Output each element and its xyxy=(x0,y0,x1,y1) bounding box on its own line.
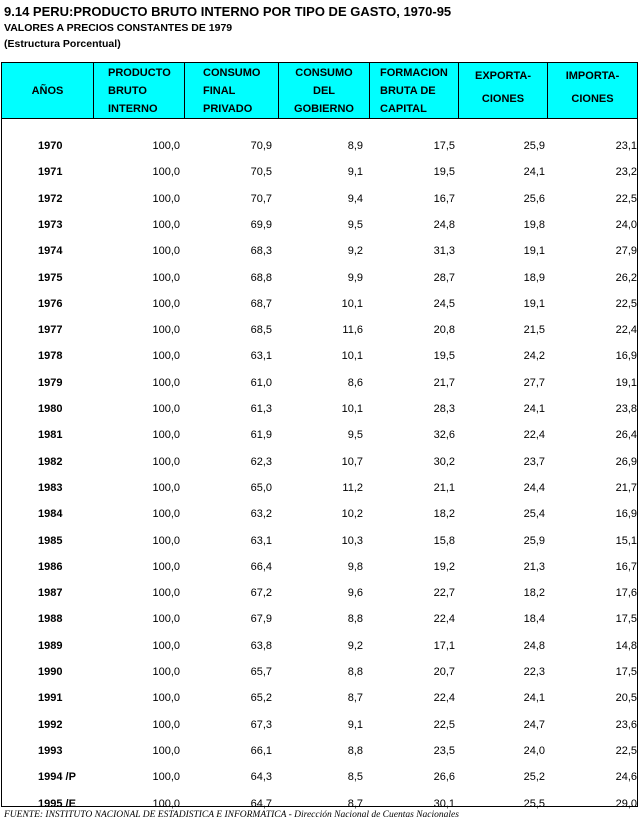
value-cell: 26,6 xyxy=(433,771,455,784)
value-cell: 63,1 xyxy=(250,350,272,363)
table-row xyxy=(2,659,637,685)
value-cell: 10,1 xyxy=(341,297,363,310)
value-cell: 100,0 xyxy=(152,166,180,179)
value-cell: 16,7 xyxy=(615,560,637,573)
value-cell: 24,6 xyxy=(615,771,637,784)
year-cell: 1989 xyxy=(38,639,63,652)
year-cell: 1977 xyxy=(38,324,63,337)
value-cell: 8,9 xyxy=(347,140,363,152)
header-pbi xyxy=(94,63,185,118)
value-cell: 61,3 xyxy=(250,403,272,415)
header-line: IMPORTA- xyxy=(565,70,620,82)
value-cell: 9,1 xyxy=(347,166,363,179)
header-exportaciones xyxy=(459,63,548,118)
table-row xyxy=(2,738,637,764)
header-line: BRUTA DE xyxy=(380,85,436,97)
table-row xyxy=(2,370,637,396)
value-cell: 65,7 xyxy=(250,666,272,678)
value-cell: 61,9 xyxy=(250,429,272,442)
value-cell: 100,0 xyxy=(152,534,180,547)
value-cell: 26,2 xyxy=(615,271,637,284)
value-cell: 23,5 xyxy=(433,744,455,757)
value-cell: 19,1 xyxy=(523,245,545,258)
value-cell: 22,5 xyxy=(433,718,455,731)
value-cell: 8,7 xyxy=(347,692,363,705)
header-line: FORMACION xyxy=(380,67,448,79)
value-cell: 23,2 xyxy=(615,166,637,179)
value-cell: 9,5 xyxy=(347,429,363,442)
year-cell: 1975 xyxy=(38,271,63,284)
table-row xyxy=(2,633,637,659)
value-cell: 100,0 xyxy=(152,218,180,231)
value-cell: 65,2 xyxy=(250,692,272,705)
year-cell: 1988 xyxy=(38,613,63,626)
year-cell: 1984 xyxy=(38,508,63,521)
header-anos xyxy=(2,63,94,118)
value-cell: 24,0 xyxy=(615,218,637,231)
value-cell: 100,0 xyxy=(152,666,180,678)
value-cell: 100,0 xyxy=(152,613,180,626)
value-cell: 16,9 xyxy=(615,508,637,521)
value-cell: 10,2 xyxy=(341,508,363,521)
table-row xyxy=(2,133,637,159)
value-cell: 8,6 xyxy=(347,376,363,389)
value-cell: 31,3 xyxy=(433,245,455,258)
value-cell: 100,0 xyxy=(152,744,180,757)
table-row xyxy=(2,501,637,527)
value-cell: 26,4 xyxy=(615,429,637,442)
value-cell: 30,2 xyxy=(433,455,455,468)
value-cell: 100,0 xyxy=(152,771,180,784)
value-cell: 61,0 xyxy=(250,376,272,389)
value-cell: 25,5 xyxy=(523,797,545,810)
value-cell: 19,1 xyxy=(523,297,545,310)
year-cell: 1974 xyxy=(38,245,63,258)
value-cell: 100,0 xyxy=(152,140,180,152)
subtitle: VALORES A PRECIOS CONSTANTES DE 1979 xyxy=(4,22,233,34)
value-cell: 22,5 xyxy=(615,744,637,757)
table-row xyxy=(2,554,637,580)
value-cell: 8,8 xyxy=(347,744,363,757)
table-row xyxy=(2,343,637,369)
value-cell: 63,1 xyxy=(250,534,272,547)
value-cell: 100,0 xyxy=(152,639,180,652)
value-cell: 70,5 xyxy=(250,166,272,179)
value-cell: 19,5 xyxy=(433,350,455,363)
value-cell: 8,5 xyxy=(347,771,363,784)
value-cell: 67,9 xyxy=(250,613,272,626)
year-cell: 1993 xyxy=(38,744,63,757)
value-cell: 27,9 xyxy=(615,245,637,258)
value-cell: 66,1 xyxy=(250,744,272,757)
value-cell: 9,9 xyxy=(347,271,363,284)
value-cell: 100,0 xyxy=(152,508,180,521)
value-cell: 100,0 xyxy=(152,587,180,600)
value-cell: 10,7 xyxy=(341,455,363,468)
value-cell: 21,3 xyxy=(523,560,545,573)
header-line: PRIVADO xyxy=(203,103,253,115)
value-cell: 9,6 xyxy=(347,587,363,600)
value-cell: 23,6 xyxy=(615,718,637,731)
year-cell: 1972 xyxy=(38,192,63,205)
value-cell: 27,7 xyxy=(523,376,545,389)
table-row xyxy=(2,580,637,606)
table-row xyxy=(2,212,637,238)
header-line: EXPORTA- xyxy=(474,70,532,82)
value-cell: 22,4 xyxy=(615,324,637,337)
value-cell: 22,3 xyxy=(523,666,545,678)
data-table xyxy=(1,62,638,810)
value-cell: 100,0 xyxy=(152,245,180,258)
value-cell: 29,0 xyxy=(615,797,637,810)
header-formacion-capital xyxy=(370,63,459,118)
year-cell: 1991 xyxy=(38,692,63,705)
value-cell: 22,4 xyxy=(433,692,455,705)
value-cell: 19,2 xyxy=(433,560,455,573)
value-cell: 9,2 xyxy=(347,245,363,258)
year-cell: 1978 xyxy=(38,350,63,363)
value-cell: 69,9 xyxy=(250,218,272,231)
value-cell: 19,1 xyxy=(615,376,637,389)
value-cell: 24,2 xyxy=(523,350,545,363)
year-cell: 1985 xyxy=(38,534,63,547)
year-cell: 1990 xyxy=(38,666,63,678)
value-cell: 100,0 xyxy=(152,718,180,731)
value-cell: 67,3 xyxy=(250,718,272,731)
value-cell: 18,2 xyxy=(523,587,545,600)
value-cell: 24,0 xyxy=(523,744,545,757)
value-cell: 17,1 xyxy=(433,639,455,652)
table-row xyxy=(2,528,637,554)
value-cell: 8,8 xyxy=(347,613,363,626)
table-row xyxy=(2,317,637,343)
value-cell: 30,1 xyxy=(433,797,455,810)
table-row xyxy=(2,606,637,632)
year-cell: 1971 xyxy=(38,166,63,179)
value-cell: 17,6 xyxy=(615,587,637,600)
value-cell: 9,8 xyxy=(347,560,363,573)
value-cell: 17,5 xyxy=(615,613,637,626)
value-cell: 9,2 xyxy=(347,639,363,652)
value-cell: 63,8 xyxy=(250,639,272,652)
value-cell: 21,1 xyxy=(433,481,455,494)
year-cell: 1979 xyxy=(38,376,63,389)
header-line: GOBIERNO xyxy=(294,103,354,115)
table-row xyxy=(2,265,637,291)
year-cell: 1986 xyxy=(38,560,63,573)
header-line: FINAL xyxy=(203,85,236,97)
subtitle-structure: (Estructura Porcentual) xyxy=(4,38,121,50)
value-cell: 10,1 xyxy=(341,350,363,363)
value-cell: 17,5 xyxy=(615,666,637,678)
value-cell: 62,3 xyxy=(250,455,272,468)
year-cell: 1976 xyxy=(38,297,63,310)
value-cell: 100,0 xyxy=(152,560,180,573)
table-row xyxy=(2,291,637,317)
value-cell: 22,7 xyxy=(433,587,455,600)
header-line: PRODUCTO xyxy=(108,67,171,79)
value-cell: 100,0 xyxy=(152,797,180,810)
year-cell: 1982 xyxy=(38,455,63,468)
value-cell: 23,7 xyxy=(523,455,545,468)
header-line: BRUTO xyxy=(108,85,147,97)
value-cell: 68,7 xyxy=(250,297,272,310)
value-cell: 21,5 xyxy=(523,324,545,337)
value-cell: 20,5 xyxy=(615,692,637,705)
value-cell: 15,1 xyxy=(615,534,637,547)
year-cell: 1992 xyxy=(38,718,63,731)
table-row xyxy=(2,186,637,212)
value-cell: 68,8 xyxy=(250,271,272,284)
value-cell: 68,3 xyxy=(250,245,272,258)
value-cell: 16,9 xyxy=(615,350,637,363)
value-cell: 25,4 xyxy=(523,508,545,521)
header-line: INTERNO xyxy=(108,103,158,115)
year-cell: 1994 /P xyxy=(38,771,76,784)
value-cell: 21,7 xyxy=(433,376,455,389)
value-cell: 17,5 xyxy=(433,140,455,152)
header-anos-label: AÑOS xyxy=(31,85,64,97)
value-cell: 25,2 xyxy=(523,771,545,784)
value-cell: 22,4 xyxy=(523,429,545,442)
value-cell: 100,0 xyxy=(152,376,180,389)
value-cell: 22,5 xyxy=(615,297,637,310)
value-cell: 24,8 xyxy=(523,639,545,652)
value-cell: 24,4 xyxy=(523,481,545,494)
value-cell: 21,7 xyxy=(615,481,637,494)
value-cell: 100,0 xyxy=(152,455,180,468)
value-cell: 19,8 xyxy=(523,218,545,231)
value-cell: 22,4 xyxy=(433,613,455,626)
value-cell: 64,3 xyxy=(250,771,272,784)
value-cell: 18,9 xyxy=(523,271,545,284)
value-cell: 32,6 xyxy=(433,429,455,442)
table-row xyxy=(2,238,637,264)
table-row xyxy=(2,159,637,185)
value-cell: 100,0 xyxy=(152,429,180,442)
table-row xyxy=(2,685,637,711)
value-cell: 22,5 xyxy=(615,192,637,205)
value-cell: 14,8 xyxy=(615,639,637,652)
table-row xyxy=(2,396,637,422)
value-cell: 20,8 xyxy=(433,324,455,337)
value-cell: 24,5 xyxy=(433,297,455,310)
year-cell: 1973 xyxy=(38,218,63,231)
value-cell: 24,1 xyxy=(523,403,545,415)
value-cell: 63,2 xyxy=(250,508,272,521)
year-cell: 1995 /E xyxy=(38,797,76,810)
value-cell: 18,2 xyxy=(433,508,455,521)
value-cell: 28,3 xyxy=(433,403,455,415)
value-cell: 100,0 xyxy=(152,692,180,705)
value-cell: 28,7 xyxy=(433,271,455,284)
value-cell: 68,5 xyxy=(250,324,272,337)
header-line: CIONES xyxy=(571,93,614,105)
value-cell: 20,7 xyxy=(433,666,455,678)
table-row xyxy=(2,422,637,448)
value-cell: 66,4 xyxy=(250,560,272,573)
year-cell: 1983 xyxy=(38,481,63,494)
value-cell: 100,0 xyxy=(152,297,180,310)
value-cell: 100,0 xyxy=(152,271,180,284)
value-cell: 100,0 xyxy=(152,192,180,205)
page-title: 9.14 PERU:PRODUCTO BRUTO INTERNO POR TIPO DE GASTO, 1970-95 xyxy=(4,4,452,19)
value-cell: 19,5 xyxy=(433,166,455,179)
year-cell: 1970 xyxy=(38,140,63,152)
value-cell: 24,1 xyxy=(523,692,545,705)
value-cell: 23,8 xyxy=(615,403,637,415)
table-row xyxy=(2,449,637,475)
value-cell: 9,1 xyxy=(347,718,363,731)
header-line: DEL xyxy=(313,85,335,97)
value-cell: 25,9 xyxy=(523,140,545,152)
header-line: CAPITAL xyxy=(380,103,427,115)
value-cell: 64,7 xyxy=(250,797,272,810)
value-cell: 25,6 xyxy=(523,192,545,205)
table-row xyxy=(2,712,637,738)
table-header xyxy=(2,63,637,119)
table-row xyxy=(2,475,637,501)
value-cell: 65,0 xyxy=(250,481,272,494)
year-cell: 1987 xyxy=(38,587,63,600)
value-cell: 100,0 xyxy=(152,403,180,415)
value-cell: 9,4 xyxy=(347,192,363,205)
header-line: CONSUMO xyxy=(295,67,353,79)
value-cell: 8,7 xyxy=(347,797,363,810)
value-cell: 100,0 xyxy=(152,324,180,337)
header-consumo-privado xyxy=(185,63,279,118)
value-cell: 67,2 xyxy=(250,587,272,600)
value-cell: 10,3 xyxy=(341,534,363,547)
value-cell: 16,7 xyxy=(433,192,455,205)
value-cell: 70,9 xyxy=(250,140,272,152)
value-cell: 24,8 xyxy=(433,218,455,231)
value-cell: 24,7 xyxy=(523,718,545,731)
value-cell: 11,6 xyxy=(342,324,363,337)
header-line: CIONES xyxy=(481,93,525,105)
value-cell: 8,8 xyxy=(347,666,363,678)
year-cell: 1980 xyxy=(38,403,63,415)
header-line: CONSUMO xyxy=(203,67,261,79)
value-cell: 26,9 xyxy=(615,455,637,468)
value-cell: 15,8 xyxy=(433,534,455,547)
value-cell: 25,9 xyxy=(523,534,545,547)
header-consumo-gobierno xyxy=(279,63,370,118)
value-cell: 11,2 xyxy=(342,481,363,494)
value-cell: 10,1 xyxy=(341,403,363,415)
value-cell: 100,0 xyxy=(152,481,180,494)
year-cell: 1981 xyxy=(38,429,63,442)
header-importaciones xyxy=(548,63,637,118)
value-cell: 9,5 xyxy=(347,218,363,231)
table-row xyxy=(2,764,637,790)
value-cell: 18,4 xyxy=(523,613,545,626)
value-cell: 70,7 xyxy=(250,192,272,205)
value-cell: 24,1 xyxy=(523,166,545,179)
value-cell: 23,1 xyxy=(615,140,637,152)
value-cell: 100,0 xyxy=(152,350,180,363)
source-footnote: FUENTE: INSTITUTO NACIONAL DE ESTADISTICA E INFORMATICA - Dirección Nacional de Cuentas Nacionales xyxy=(4,810,459,820)
